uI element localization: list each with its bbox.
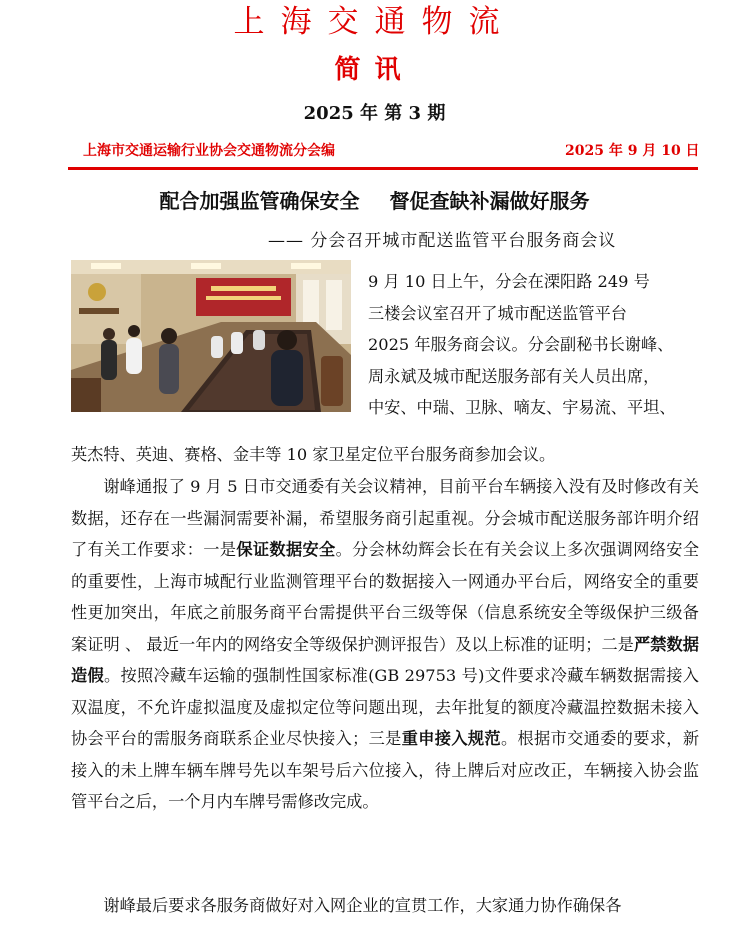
- p2-text-c: 。分会林幼辉会长在有关会议上多次强调网络安全的重要性，上海市城配行业监测管理平台的数据接入一网通办平台后，网络安全的重要性更加突出，年底之前服务商平台需提供平台三级等保（信息系统安全等级保护三级备案证明 、 最近一年内的网络安全等级保护测评报告）及以上标准的证明；二是: [71, 540, 700, 654]
- masthead-title: 上海交通物流: [233, 4, 516, 40]
- title-part-1: 配合加强监管确保安全: [159, 189, 360, 213]
- paragraph-1: [368, 266, 698, 424]
- bulletin-label: 简讯: [334, 55, 415, 85]
- article-subtitle: —— 分会召开城市配送监管平台服务商会议: [268, 231, 617, 251]
- meeting-room-image: [71, 260, 351, 412]
- title-part-2: 督促查缺补漏做好服务: [389, 189, 590, 213]
- p2-emphasis-3: 重申接入规范: [401, 729, 501, 748]
- p2-text-a: 谢峰通报了 9 月 5 日市交通委有关会议精神，目前平台车辆接入没有及时修改有关数据，还存在一些漏洞需要补漏，希望服务商引起重视。分会城市配送服务部许明介绍了有关工作要求：一是: [71, 477, 699, 559]
- meeting-photo: [71, 260, 351, 412]
- p1-line-3: 2025 年服务商会议。分会副秘书长谢峰、: [368, 335, 674, 354]
- p2-emphasis-1: 保证数据安全: [236, 540, 336, 559]
- p1-line-1: 9 月 10 日上午，分会在溧阳路 249 号: [368, 272, 650, 291]
- issue-number: 2025 年 第 3 期: [303, 103, 446, 124]
- p1-line-4: 周永斌及城市配送服务部有关人员出席，: [368, 366, 660, 386]
- p1-line-5: 中安、中瑞、卫脉、嘀友、宇易流、平坦、: [368, 398, 676, 417]
- paragraph-3: 谢峰最后要求各服务商做好对入网企业的宣贯工作，大家通力协作确保各: [103, 896, 622, 915]
- p1-line-2: 三楼会议室召开了城市配送监管平台: [368, 303, 627, 323]
- paragraph-1-tail: 英杰特、英迪、赛格、金丰等 10 家卫星定位平台服务商参加会议。: [71, 445, 556, 464]
- article-title: [0, 185, 749, 217]
- p2-emphasis-2: 严禁数据造假: [71, 634, 699, 685]
- p2-text-e: 。根据市交通委的要求，新接入的未上牌车辆车牌号先以车架号后六位接入，待上牌后对应改正，车辆接入协会监管平台之后，一个月内车牌号需修改完成。: [71, 729, 700, 811]
- header-divider: [68, 167, 698, 170]
- p2-text-d: 。按照冷藏车运输的强制性国家标准(GB 29753 号)文件要求冷藏车辆数据需接入双温度，不允许虚拟温度及虚拟定位等问题出现，去年批复的额度冷藏温控数据未接入协会平台的需服务商联系企业尽快接入；三是: [71, 666, 699, 748]
- publish-date: 2025 年 9 月 10 日: [565, 143, 700, 159]
- publisher: 上海市交通运输行业协会交通物流分会编: [83, 143, 335, 159]
- paragraph-2: [71, 471, 699, 818]
